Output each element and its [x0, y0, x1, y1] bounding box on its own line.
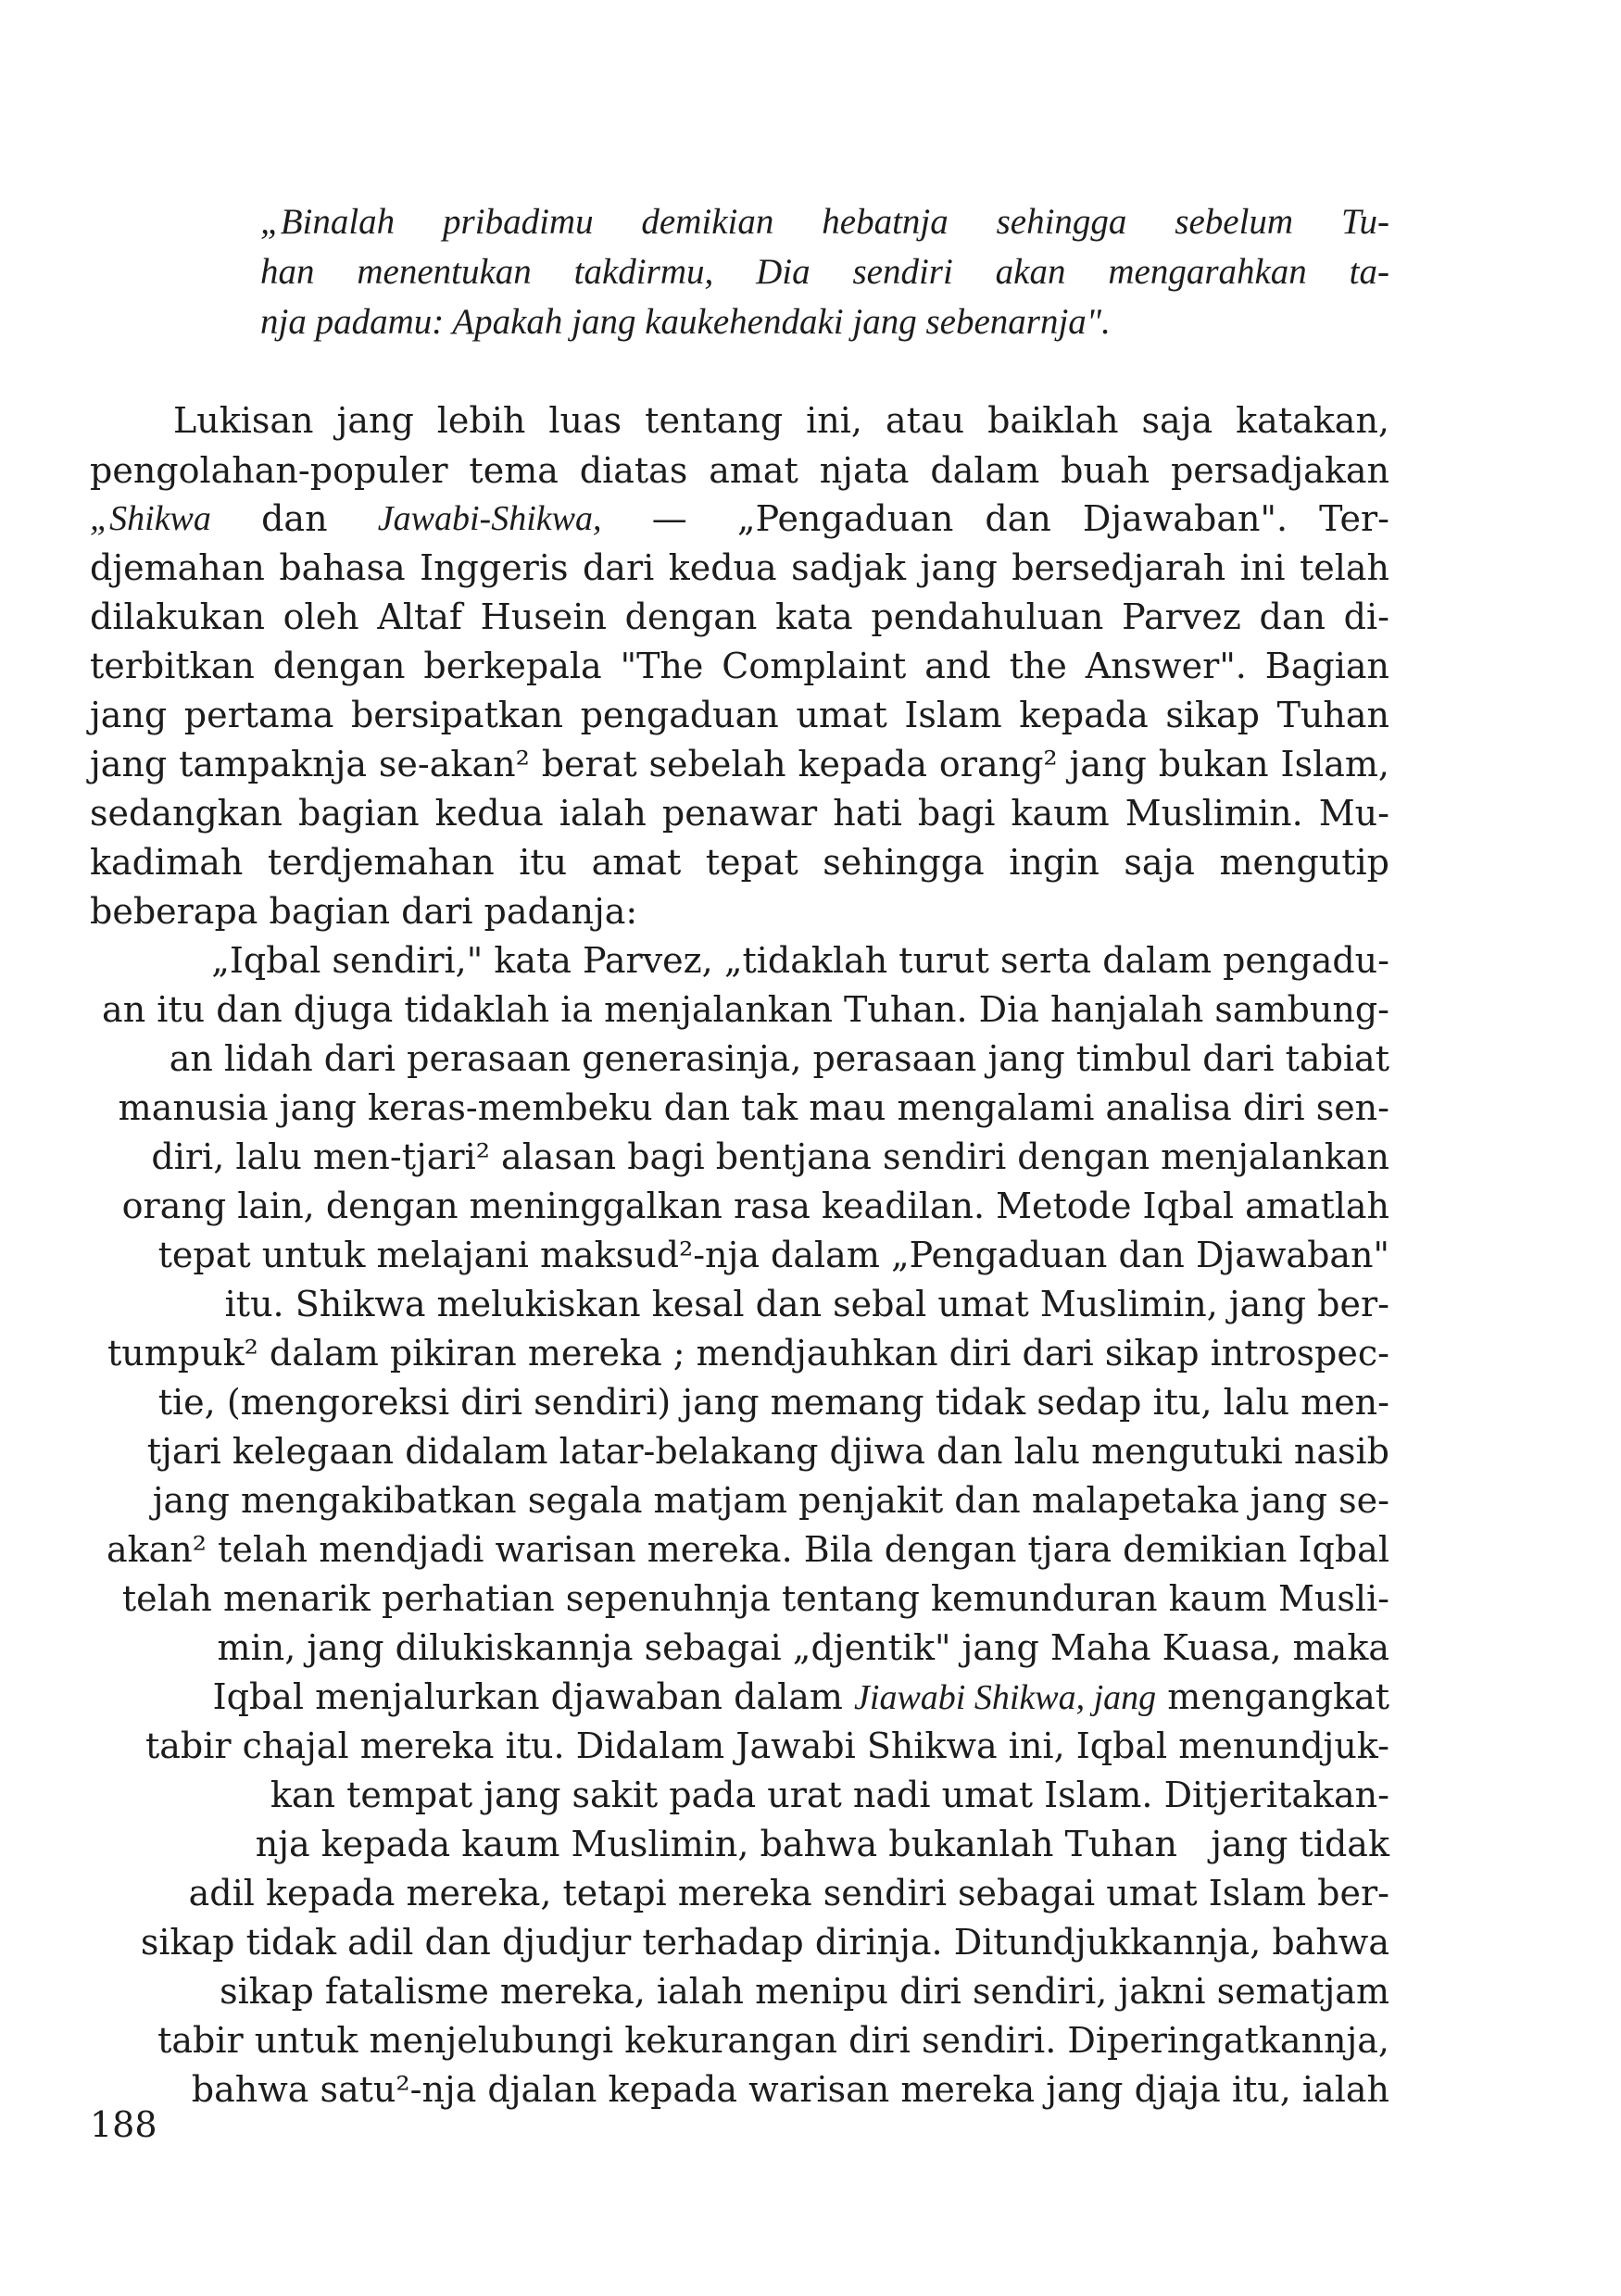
- citation-line: tie, (mengoreksi diri sendiri) jang memang tidak sedap itu, lalu men-: [157, 1382, 1389, 1423]
- paragraph-line: jang pertama bersipatkan pengaduan umat Islam kepada sikap Tuhan: [90, 695, 1389, 735]
- citation-text: Iqbal menjalurkan djawaban dalam: [212, 1676, 843, 1717]
- quote-line: nja padamu: Apakah jang kaukehendaki jang sebenarnja".: [260, 302, 1111, 342]
- em-dash: —: [651, 498, 687, 539]
- paragraph-text: „Pengaduan dan Djawaban". Ter-: [736, 498, 1389, 539]
- citation-line: bahwa satu²-nja djalan kepada warisan mereka jang djaja itu, ialah: [191, 2069, 1389, 2110]
- title-shikwa: „Shikwa: [90, 499, 211, 538]
- citation-line: manusia jang keras-membeku dan tak mau mengalami analisa diri sen-: [118, 1087, 1389, 1128]
- citation-line: orang lain, dengan meninggalkan rasa keadilan. Metode Iqbal amatlah: [121, 1186, 1389, 1226]
- paragraph-line: Lukisan jang lebih luas tentang ini, atau baiklah saja katakan,: [173, 400, 1389, 441]
- paragraph-line: sedangkan bagian kedua ialah penawar hati bagi kaum Muslimin. Mu-: [90, 793, 1389, 834]
- citation-line: min, jang dilukiskannja sebagai „djentik" jang Maha Kuasa, maka: [217, 1627, 1389, 1668]
- paragraph-text: dan: [261, 498, 328, 539]
- citation-line: tepat untuk melajani maksud²-nja dalam „Pengaduan dan Djawaban": [157, 1235, 1389, 1275]
- title-jawabi-shikwa: Jawabi-Shikwa,: [377, 499, 602, 538]
- citation-line: kan tempat jang sakit pada urat nadi umat Islam. Ditjeritakan-: [270, 1775, 1389, 1815]
- citation-line: sikap tidak adil dan djudjur terhadap dirinja. Ditundjukkannja, bahwa: [140, 1922, 1389, 1963]
- paragraph-line: dilakukan oleh Altaf Husein dengan kata pendahuluan Parvez dan di-: [90, 596, 1389, 637]
- citation-line: nja kepada kaum Muslimin, bahwa bukanlah Tuhan jang tidak: [255, 1824, 1389, 1864]
- citation-line: adil kepada mereka, tetapi mereka sendiri sebagai umat Islam ber-: [188, 1873, 1389, 1913]
- citation-line: tumpuk² dalam pikiran mereka ; mendjauhkan diri dari sikap introspec-: [107, 1333, 1389, 1374]
- citation-line: jang mengakibatkan segala matjam penjakit dan malapetaka jang se-: [152, 1480, 1389, 1521]
- paragraph-line: jang tampaknja se-akan² berat sebelah kepada orang² jang bukan Islam,: [90, 744, 1389, 784]
- citation-text: mengangkat: [1167, 1676, 1389, 1717]
- citation-line: tabir chajal mereka itu. Didalam Jawabi Shikwa ini, Iqbal menundjuk-: [145, 1725, 1389, 1766]
- paragraph-line: beberapa bagian dari padanja:: [90, 891, 638, 932]
- citation-line: tabir untuk menjelubungi kekurangan diri sendiri. Diperingatkannja,: [157, 2020, 1389, 2061]
- paragraph-line: djemahan bahasa Inggeris dari kedua sadjak jang bersedjarah ini telah: [90, 547, 1389, 588]
- title-jiawabi-shikwa: Jiawabi Shikwa, jang: [854, 1678, 1157, 1717]
- citation-line: sikap fatalisme mereka, ialah menipu diri sendiri, jakni sematjam: [220, 1971, 1389, 2012]
- paragraph-line: terbitkan dengan berkepala "The Complaint and the Answer". Bagian: [90, 646, 1389, 686]
- citation-line: [213, 1676, 1389, 1718]
- citation-line: tjari kelegaan didalam latar-belakang djiwa dan lalu mengutuki nasib: [146, 1431, 1389, 1472]
- citation-line: itu. Shikwa melukiskan kesal dan sebal umat Muslimin, jang ber-: [224, 1284, 1389, 1324]
- citation-line: an itu dan djuga tidaklah ia menjalankan Tuhan. Dia hanjalah sambung-: [102, 989, 1389, 1030]
- citation-line: an lidah dari perasaan generasinja, perasaan jang timbul dari tabiat: [169, 1038, 1389, 1079]
- paragraph-line: pengolahan-populer tema diatas amat njata dalam buah persadjakan: [90, 450, 1389, 491]
- citation-line: telah menarik perhatian sepenuhnja tentang kemunduran kaum Musli-: [121, 1578, 1389, 1619]
- citation-line: diri, lalu men-tjari² alasan bagi bentjana sendiri dengan menjalankan: [151, 1136, 1389, 1177]
- quote-line: han menentukan takdirmu, Dia sendiri akan mengarahkan ta-: [260, 252, 1389, 292]
- citation-line: akan² telah mendjadi warisan mereka. Bila dengan tjara demikian Iqbal: [106, 1529, 1389, 1570]
- paragraph-line: [90, 498, 1389, 539]
- page-number: 188: [90, 2104, 157, 2145]
- paragraph-line: kadimah terdjemahan itu amat tepat sehingga ingin saja mengutip: [90, 842, 1389, 883]
- quote-line: „Binalah pribadimu demikian hebatnja sehingga sebelum Tu-: [260, 202, 1389, 242]
- citation-line: „Iqbal sendiri," kata Parvez, „tidaklah turut serta dalam pengadu-: [211, 940, 1389, 981]
